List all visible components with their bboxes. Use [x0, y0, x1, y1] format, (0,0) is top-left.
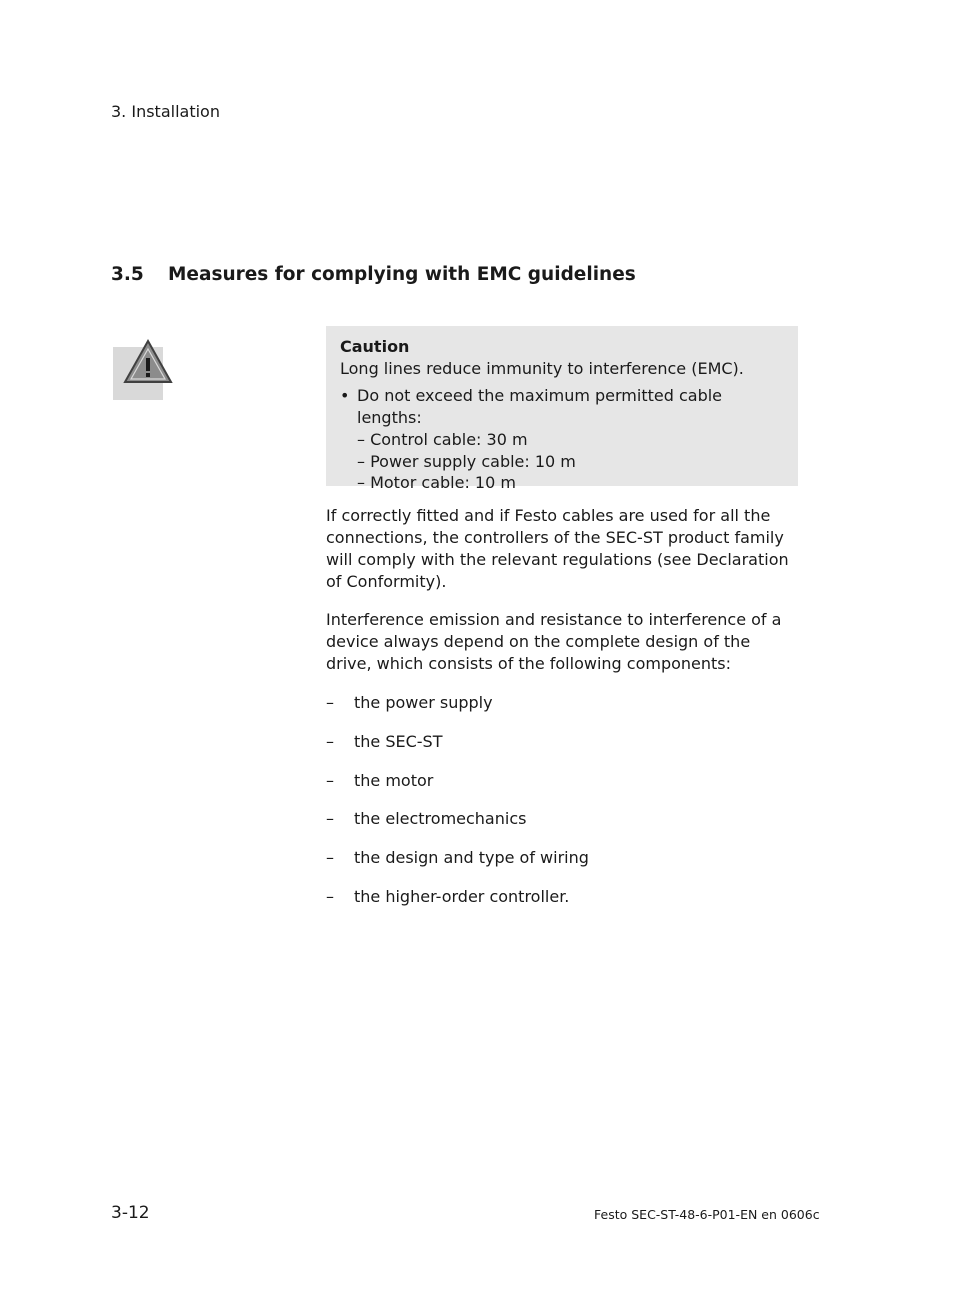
caution-bullet-text: Do not exceed the maximum permitted cable lengths:: [357, 386, 723, 427]
paragraph-emc-compliance: If correctly fitted and if Festo cables are used for all the connections, the controllers of the SEC-ST product family will comply with the relevant regulations (see Declaration of Conformity).: [326, 506, 789, 591]
cable-length-item: – Power supply cable: 10 m: [357, 451, 576, 471]
section-heading: [111, 264, 636, 285]
section-number: 3.5: [111, 264, 144, 285]
caution-box: [326, 326, 798, 492]
running-header: 3. Installation: [111, 102, 220, 121]
cable-length-item: – Control cable: 30 m: [357, 430, 528, 449]
warning-triangle-icon: [122, 338, 174, 386]
list-item: – the higher-order controller.: [326, 887, 570, 906]
page-number: 3-12: [111, 1203, 150, 1223]
caution-bullet: [340, 385, 784, 429]
list-item: – the design and type of wiring: [326, 848, 589, 867]
document-id: Festo SEC-ST-48-6-P01-EN en 0606c: [594, 1207, 820, 1222]
warning-symbol: [113, 347, 163, 400]
list-item: – the motor: [326, 771, 434, 790]
paragraph-interference: Interference emission and resistance to interference of a device always depend on the complete design of the drive, which consists of the following components:: [326, 610, 782, 673]
list-item: – the SEC-ST: [326, 732, 443, 751]
section-title: Measures for complying with EMC guidelines: [168, 264, 636, 285]
caution-text: Long lines reduce immunity to interference (EMC).: [340, 359, 744, 378]
caution-title: Caution: [340, 337, 410, 356]
list-item: – the electromechanics: [326, 809, 527, 828]
bullet-icon: •: [340, 386, 350, 405]
list-item: – the power supply: [326, 693, 493, 712]
cable-length-item: – Motor cable: 10 m: [357, 473, 516, 492]
